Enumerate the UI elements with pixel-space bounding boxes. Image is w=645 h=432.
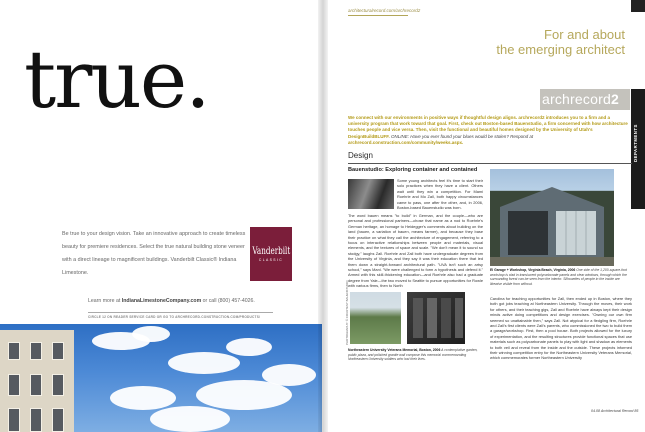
article-body-column-1: The word bauen means "to build" in German, and the couple—who are personal and professional partners—chose that name as a nod to Roehrle's German heritage, an homage to Heidegger's comments about building on the land (bauen, a variation of bauen, means farmer), and because they base their practice on what they call the architecture of engagement, referring to a focus on interactive relationships between people and materials, visual elements, and the textures of space and scale. "We don't mean it to sound so stodgy," laughs Zall. Roehrle and Zall both have undergraduate degrees from the University of Virginia, and they say it was their education there that led them down a straight-forward architectural path. "UVA isn't such an artsy school," says Mani. "We were challenged to form a hypothesis and defend it." Armed with this skill-thickening education—and Roehrle also had a graduate degree from Yale—the two moved to Seattle to pursue opportunities for Rowle with various firms, then to North xyxy=(348,213,483,289)
tagline-line-1: For and about xyxy=(544,27,625,42)
ad-contact-suffix: or call (800) 457-4026. xyxy=(201,298,255,304)
garage-illustration xyxy=(490,169,614,266)
memorial-caption xyxy=(348,348,483,362)
garage-caption xyxy=(490,268,632,287)
ad-contact-url[interactable]: IndianaLimestoneCompany.com xyxy=(121,298,202,304)
vanderbilt-logo xyxy=(250,227,292,281)
article-body-intro: Some young architects feel it's time to start their solo practices when they have a client. Others wait until they win a competition. For Mami Roehrle and Mo Zall, both happy circumstances came to pass, one after the other, and, in 2006, Boston-based Bauenstudio was born. xyxy=(397,178,483,211)
section-heading: Design xyxy=(348,151,373,160)
article-title: Bauenstudio: Exploring container and contained xyxy=(348,167,478,173)
departments-tab-label: DEPARTMENTS xyxy=(633,124,638,162)
ad-headline: true. xyxy=(24,33,209,126)
arch-title-part-2: record xyxy=(570,91,611,107)
ad-body-text: Be true to your design vision. Take an innovative approach to create timeless beauty for premiere residences. Select the true natural building stone veneer with a direct lineage to magnificent buildings. Vanderbilt Classic® Indiana Limestone. xyxy=(62,231,246,276)
garage-caption-title: El Garage + Workshop, Virginia Beach, Virginia, 2006 xyxy=(490,268,576,272)
garage-caption-body: One side of the 1,200-square-foot workshop is clad in translucent polycarbonate panels and clear windows, through which the surrounding forest can be seen from the interior. Silhouettes of people in the inside are likewise visible from without. xyxy=(490,268,627,287)
memorial-garden-photo xyxy=(350,292,401,344)
vanderbilt-logo-name: Vanderbilt xyxy=(252,246,290,257)
tagline xyxy=(496,27,625,57)
section-rule xyxy=(348,163,632,164)
article-body-column-2: Carolina for teaching opportunities for Zall, then ended up in Boston, where they both got jobs teaching at Northeastern University. Through the moves, their work for others, and their teaching gigs, Zall and Roehrle have always kept their design minds active doing competitions and design exercises. "Owning our own firm seemed so unattainable then," says Zall. Not atypical for a fledgling firm, Roehrle and Zall's first clients were Zall's parents, who commissioned the two to build them a garage/workshop. First, then a pool house. Both projects allowed for the luxury of experimentation, and the resulting structures provide functional spaces that use materials such as polycarbonate panels to play with light and shadow as elements to both veil and reveal from the inside and the outside. These projects informed their winning competition entry for the Northeastern University Veterans Memorial, which commemorates former Northeastern University xyxy=(490,296,632,361)
architects-portrait xyxy=(348,179,394,209)
memorial-wall-illustration xyxy=(407,292,465,344)
intro-paragraph xyxy=(348,115,630,146)
limestone-building xyxy=(0,330,74,432)
intro-online-text: ONLINE: Have you ever found your blues would be stolen? Respond at xyxy=(389,133,534,139)
section-url-rule xyxy=(348,15,408,16)
intro-gold-text: We connect with our environments in positive ways if thoughtful design aligns. archrecord2 introduces you to a firm and a university program that work toward that goal. First, check out Boston-based Bauenstudio, a firm concerned with how architecture touches people and vice versa. Then, visit the functional and beautiful homes designed by the University of Utah's DesignBuildBLUFF. xyxy=(348,115,628,139)
arch-title-part-1: arch xyxy=(542,91,571,107)
ad-page xyxy=(0,0,322,432)
garage-workshop-photo xyxy=(490,169,614,266)
archrecord2-title xyxy=(542,91,619,108)
corner-mark xyxy=(631,0,645,12)
ad-contact-prefix: Learn more at xyxy=(88,298,122,304)
tagline-line-2: the emerging architect xyxy=(496,42,625,57)
page-gutter xyxy=(318,0,328,432)
memorial-caption-title: Northeastern University Veterans Memorial, Boston, 2006 xyxy=(348,348,441,352)
page-folio: 04.08 Architectural Record 85 xyxy=(591,409,639,413)
memorial-wall-photo xyxy=(407,292,465,344)
ad-building-photo xyxy=(0,324,322,432)
intro-link[interactable]: archrecord.construction.com/community/weeks.aspx. xyxy=(348,139,464,145)
ad-reader-service-line: CIRCLE 12 ON READER SERVICE CARD OR GO TO ARCHRECORD.CONSTRUCTION.COM/PRODUCTS/ xyxy=(88,312,273,319)
vanderbilt-logo-sub: CLASSIC xyxy=(258,258,284,262)
photo-credit: PHOTOGRAPHY: © COURTESY BAUENSTUDIO xyxy=(345,280,349,345)
magazine-page xyxy=(328,0,645,432)
memorial-caption-body: A contemplative garden, public plaza, and polished granite wall compose this memorial commemorating Northeastern University soldiers who lost their lives. xyxy=(348,348,478,362)
arch-title-part-3: 2 xyxy=(610,91,619,107)
section-url[interactable]: architecturalrecord.com/archrecord2 xyxy=(348,8,421,13)
ad-contact-line xyxy=(88,298,268,304)
